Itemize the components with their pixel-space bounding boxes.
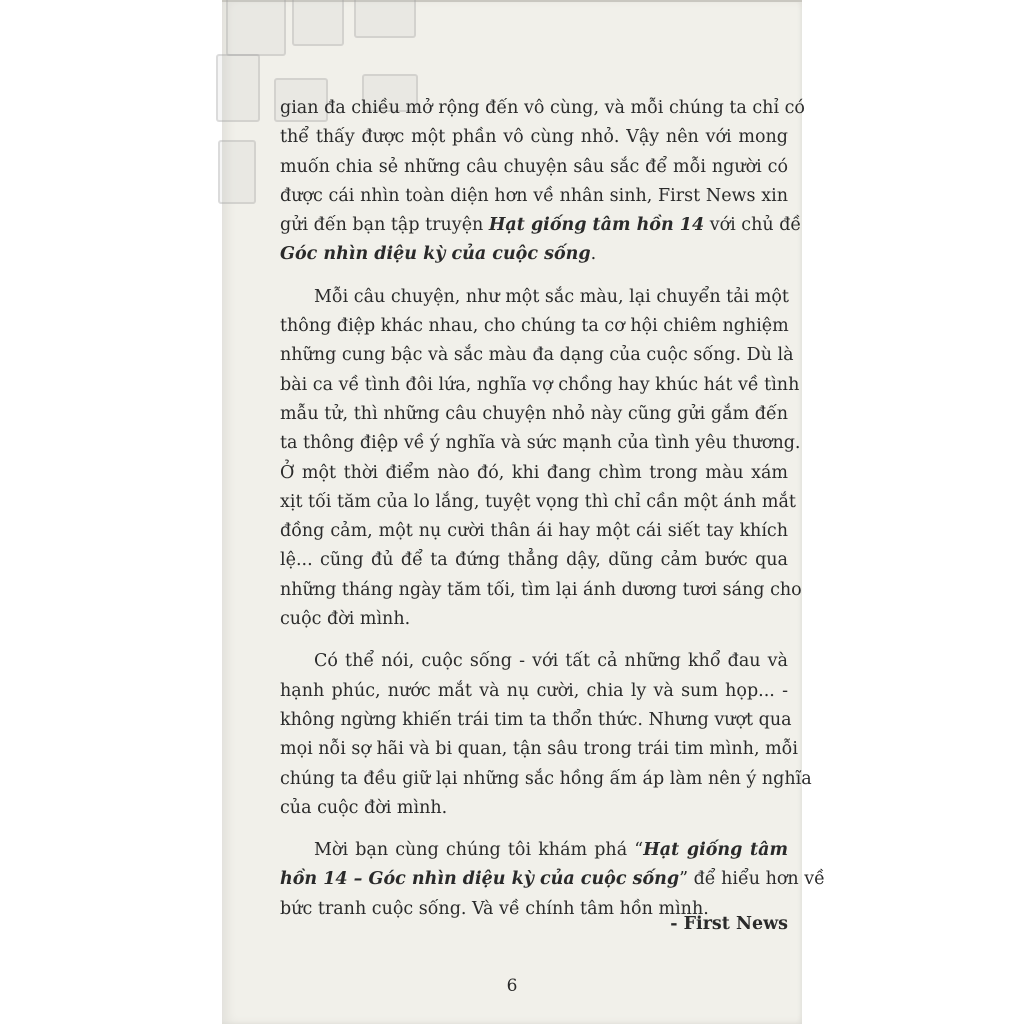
book-title-emphasis: Hạt giống tâm hồn 14 bbox=[488, 215, 705, 236]
text-line: được cái nhìn toàn diện hơn về nhân sinh, First News xin bbox=[280, 185, 788, 206]
text-line: Có thể nói, cuộc sống - với tất cả những khổ đau và bbox=[314, 651, 788, 672]
text-line: Mời bạn cùng chúng tôi khám phá “Hạt giống tâm bbox=[314, 840, 788, 861]
text-line: cuộc đời mình. bbox=[280, 609, 411, 630]
book-title-emphasis: hồn 14 – Góc nhìn diệu kỳ của cuộc sống bbox=[280, 869, 680, 890]
theme-title-emphasis: Góc nhìn diệu kỳ của cuộc sống bbox=[280, 244, 591, 265]
text-line: bài ca về tình đôi lứa, nghĩa vợ chồng hay khúc hát về tình bbox=[280, 374, 800, 395]
text-line: xịt tối tăm của lo lắng, tuyệt vọng thì chỉ cần một ánh mắt bbox=[280, 491, 796, 512]
text-line: của cuộc đời mình. bbox=[280, 797, 448, 818]
decorative-square bbox=[216, 54, 260, 122]
text-line: thông điệp khác nhau, cho chúng ta cơ hội chiêm nghiệm bbox=[280, 316, 789, 337]
text-line: Góc nhìn diệu kỳ của cuộc sống. bbox=[280, 244, 597, 265]
text-line: không ngừng khiến trái tim ta thổn thức. Nhưng vượt qua bbox=[280, 709, 792, 730]
text-line: thể thấy được một phần vô cùng nhỏ. Vậy nên với mong bbox=[280, 127, 788, 148]
book-title-emphasis: Hạt giống tâm bbox=[643, 840, 788, 861]
text-line: Ở một thời điểm nào đó, khi đang chìm trong màu xám bbox=[280, 462, 788, 483]
text-line: gửi đến bạn tập truyện Hạt giống tâm hồn 14 với chủ đề bbox=[280, 215, 802, 236]
paragraph-gap bbox=[280, 823, 788, 836]
text-line: hạnh phúc, nước mắt và nụ cười, chia ly và sum họp... - bbox=[280, 680, 788, 701]
decorative-square bbox=[218, 140, 256, 204]
text-line: lệ... cũng đủ để ta đứng thẳng dậy, dũng cảm bước qua bbox=[280, 550, 788, 571]
paragraph-gap bbox=[280, 634, 788, 647]
text-line: chúng ta đều giữ lại những sắc hồng ấm áp làm nên ý nghĩa bbox=[280, 768, 812, 789]
paragraph-2 bbox=[280, 283, 802, 635]
text-line: muốn chia sẻ những câu chuyện sâu sắc để mỗi người có bbox=[280, 156, 788, 177]
decorative-square bbox=[292, 0, 344, 46]
text-line: những cung bậc và sắc màu đa dạng của cuộc sống. Dù là bbox=[280, 345, 794, 366]
paragraph-3 bbox=[280, 647, 812, 823]
text-line: hồn 14 – Góc nhìn diệu kỳ của cuộc sống” để hiểu hơn về bbox=[280, 869, 825, 890]
text-line: ta thông điệp về ý nghĩa và sức mạnh của tình yêu thương. bbox=[280, 433, 801, 454]
decorative-square bbox=[354, 0, 416, 38]
page-number: 6 bbox=[506, 976, 518, 996]
text-line: mẫu tử, thì những câu chuyện nhỏ này cũng gửi gắm đến bbox=[280, 403, 788, 424]
text-line: gian đa chiều mở rộng đến vô cùng, và mỗi chúng ta chỉ có bbox=[280, 98, 805, 118]
paragraph-4 bbox=[280, 836, 825, 924]
book-page bbox=[222, 0, 825, 1024]
text-line: bức tranh cuộc sống. Và về chính tâm hồn mình. bbox=[280, 898, 709, 919]
text-line: mọi nỗi sợ hãi và bi quan, tận sâu trong trái tim mình, mỗi bbox=[280, 739, 798, 760]
signature: - First News bbox=[670, 914, 788, 934]
text-line: những tháng ngày tăm tối, tìm lại ánh dương tươi sáng cho bbox=[280, 579, 802, 600]
text-line: Mỗi câu chuyện, như một sắc màu, lại chuyển tải một bbox=[314, 286, 789, 307]
paragraph-1 bbox=[280, 94, 805, 270]
decorative-square bbox=[226, 0, 286, 56]
body-text bbox=[280, 94, 825, 924]
paragraph-gap bbox=[280, 270, 788, 283]
text-line: đồng cảm, một nụ cười thân ái hay một cái siết tay khích bbox=[280, 521, 788, 542]
